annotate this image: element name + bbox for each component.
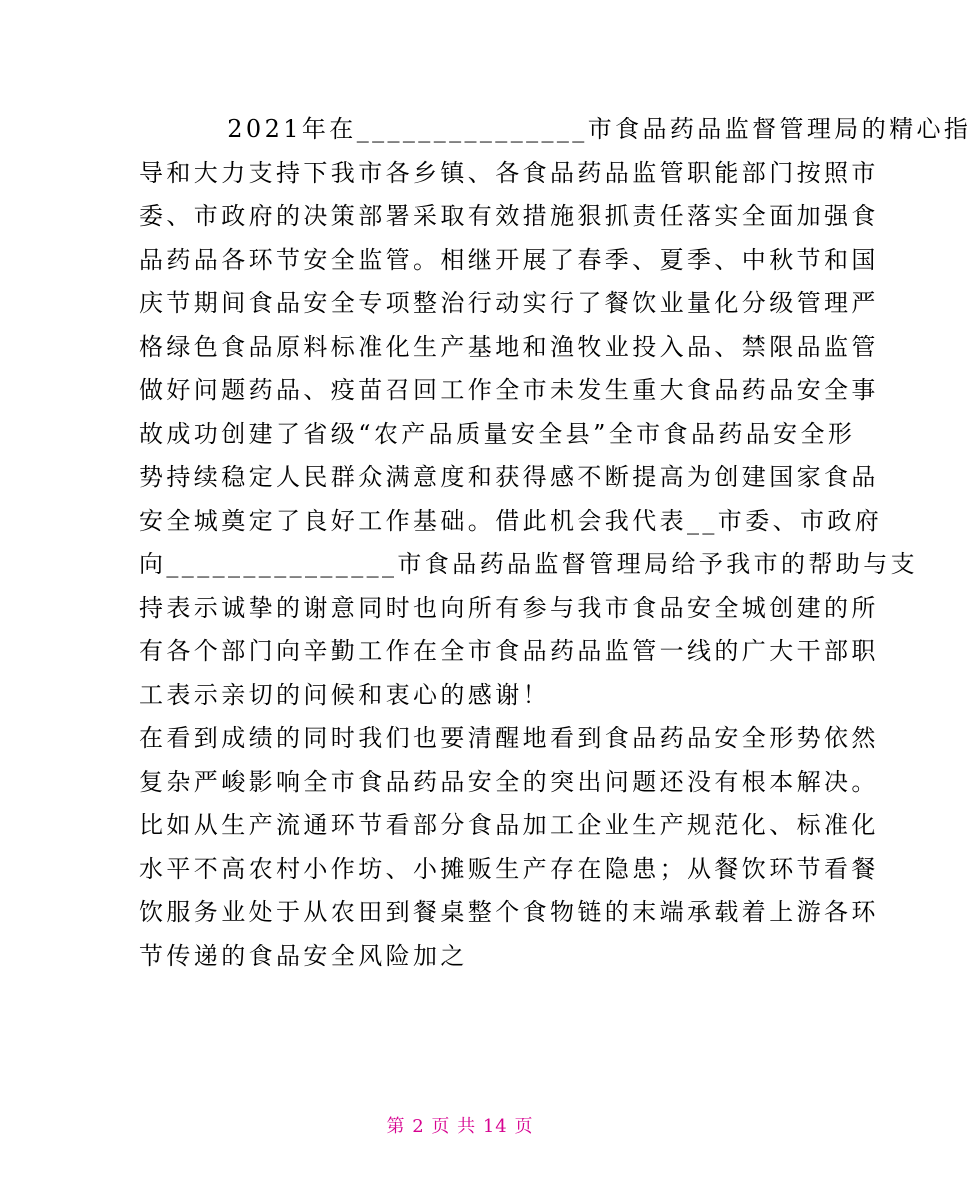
text-line-8: 故成功创建了省级“农产品质量安全县”全市食品药品安全形 [139,419,856,448]
text-line-9: 势持续稳定人民群众满意度和获得感不断提高为创建国家食品 [139,463,879,491]
page-number-footer: 第 2 页 共 14 页 [386,1116,534,1137]
document-body [139,108,971,978]
text-line-20: 节传递的食品安全风险加之 [139,941,468,970]
text-line-2: 导和大力支持下我市各乡镇、各食品药品监管职能部门按照市 [139,158,879,187]
text-line-16: 复杂严峻影响全市食品药品安全的突出问题还没有根本解决。 [139,767,879,796]
text-line-4: 品药品各环节安全监管。相继开展了春季、夏季、中秋节和国 [139,245,879,274]
text-line-7: 做好问题药品、疫苗召回工作全市未发生重大食品药品安全事 [139,376,879,404]
text-line-10: 安全城奠定了良好工作基础。借此机会我代表__市委、市政府 [139,506,883,535]
text-line-3: 委、市政府的决策部署采取有效措施狠抓责任落实全面加强食 [139,202,879,230]
text-line-13: 有各个部门向辛勤工作在全市食品药品监管一线的广大干部职 [139,637,879,665]
text-line-5: 庆节期间食品安全专项整治行动实行了餐饮业量化分级管理严 [139,289,879,317]
text-line-11: 向_______________市食品药品监督管理局给予我市的帮助与支 [139,550,918,578]
text-line-6: 格绿色食品原料标准化生产基地和渔牧业投入品、禁限品监管 [139,332,879,361]
text-line-12: 持表示诚挚的谢意同时也向所有参与我市食品安全城创建的所 [139,593,879,622]
text-line-19: 饮服务业处于从农田到餐桌整个食物链的末端承载着上游各环 [139,898,879,926]
text-line-17: 比如从生产流通环节看部分食品加工企业生产规范化、标准化 [139,811,879,839]
text-line-1: 2021年在_______________市食品药品监督管理局的精心指 [139,115,971,143]
text-line-18: 水平不高农村小作坊、小摊贩生产存在隐患；从餐饮环节看餐 [139,854,879,883]
text-line-15: 在看到成绩的同时我们也要清醒地看到食品药品安全形势依然 [139,724,879,752]
text-line-14: 工表示亲切的问候和衷心的感谢！ [139,680,550,709]
